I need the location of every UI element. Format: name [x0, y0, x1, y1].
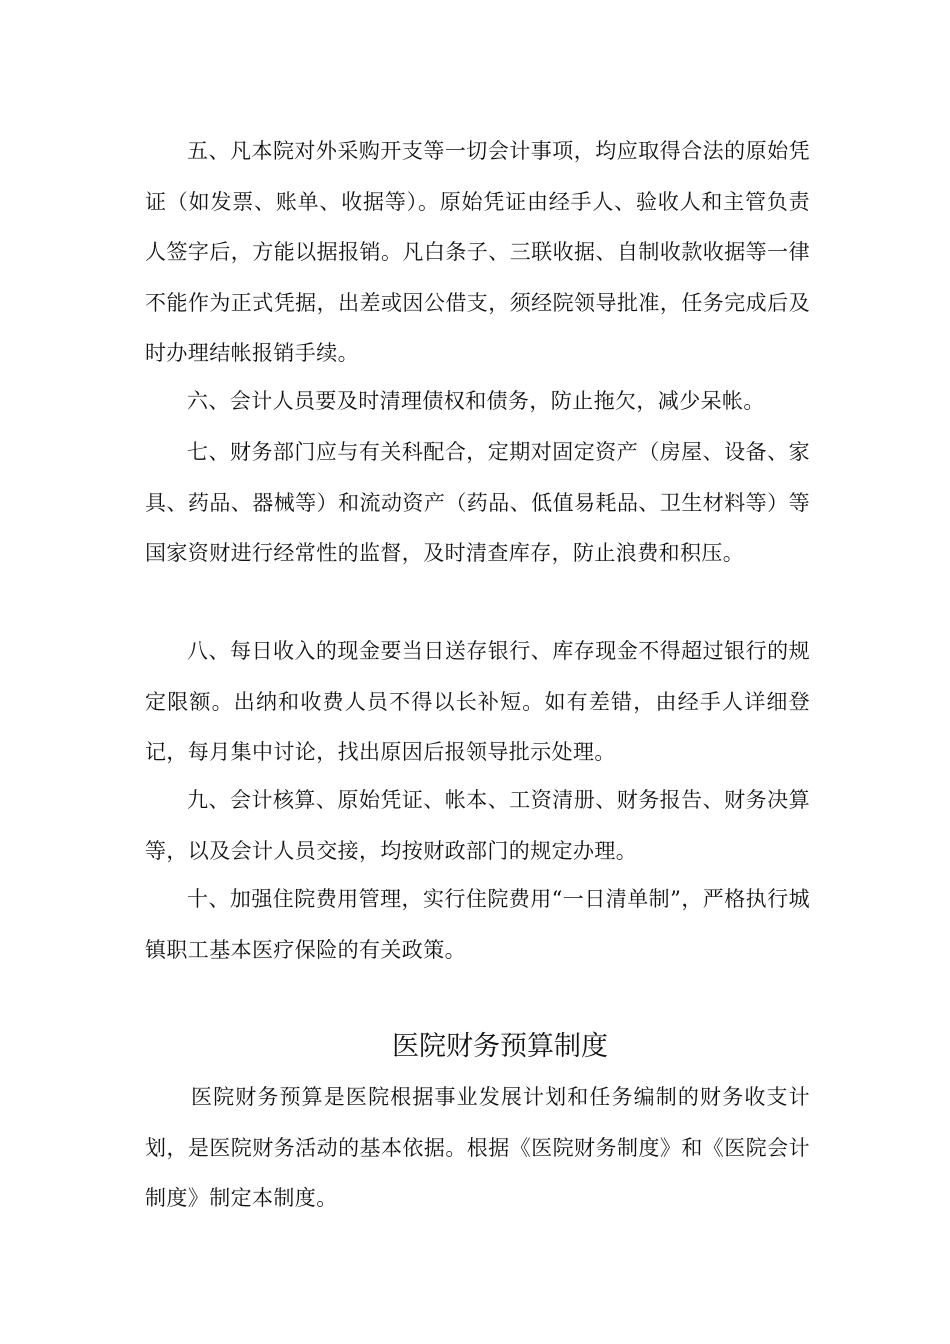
paragraph-item-7: 七、财务部门应与有关科配合，定期对固定资产（房屋、设备、家具、药品、器械等）和流动资产（药品、低值易耗品、卫生材料等）等国家资财进行经常性的监督，及时清查库存，防止浪费和积压。	[145, 440, 810, 565]
paragraph-item-9: 九、会计核算、原始凭证、帐本、工资清册、财务报告、财务决算等，以及会计人员交接，均按财政部门的规定办理。	[145, 788, 810, 863]
paragraph-item-8: 八、每日收入的现金要当日送存银行、库存现金不得超过银行的规定限额。出纳和收费人员不得以长补短。如有差错，由经手人详细登记，每月集中讨论，找出原因后报领导批示处理。	[145, 639, 810, 764]
paragraph-item-10: 十、加强住院费用管理，实行住院费用“一日清单制”，严格执行城镇职工基本医疗保险的有关政策。	[145, 887, 810, 962]
paragraph-item-6: 六、会计人员要及时清理债权和债务，防止拖欠，减少呆帐。	[187, 389, 765, 413]
section-intro-paragraph: 医院财务预算是医院根据事业发展计划和任务编制的财务收支计划，是医院财务活动的基本依据。根据《医院财务制度》和《医院会计制度》制定本制度。	[145, 1085, 810, 1210]
paragraph-item-5: 五、凡本院对外采购开支等一切会计事项，均应取得合法的原始凭证（如发票、账单、收据等）。原始凭证由经手人、验收人和主管负责人签字后，方能以据报销。凡白条子、三联收据、自制收款收据等一律不能作为正式凭据，出差或因公借支，须经院领导批准，任务完成后及时办理结帐报销手续。	[145, 139, 810, 365]
section-title: 医院财务预算制度	[392, 1031, 608, 1062]
